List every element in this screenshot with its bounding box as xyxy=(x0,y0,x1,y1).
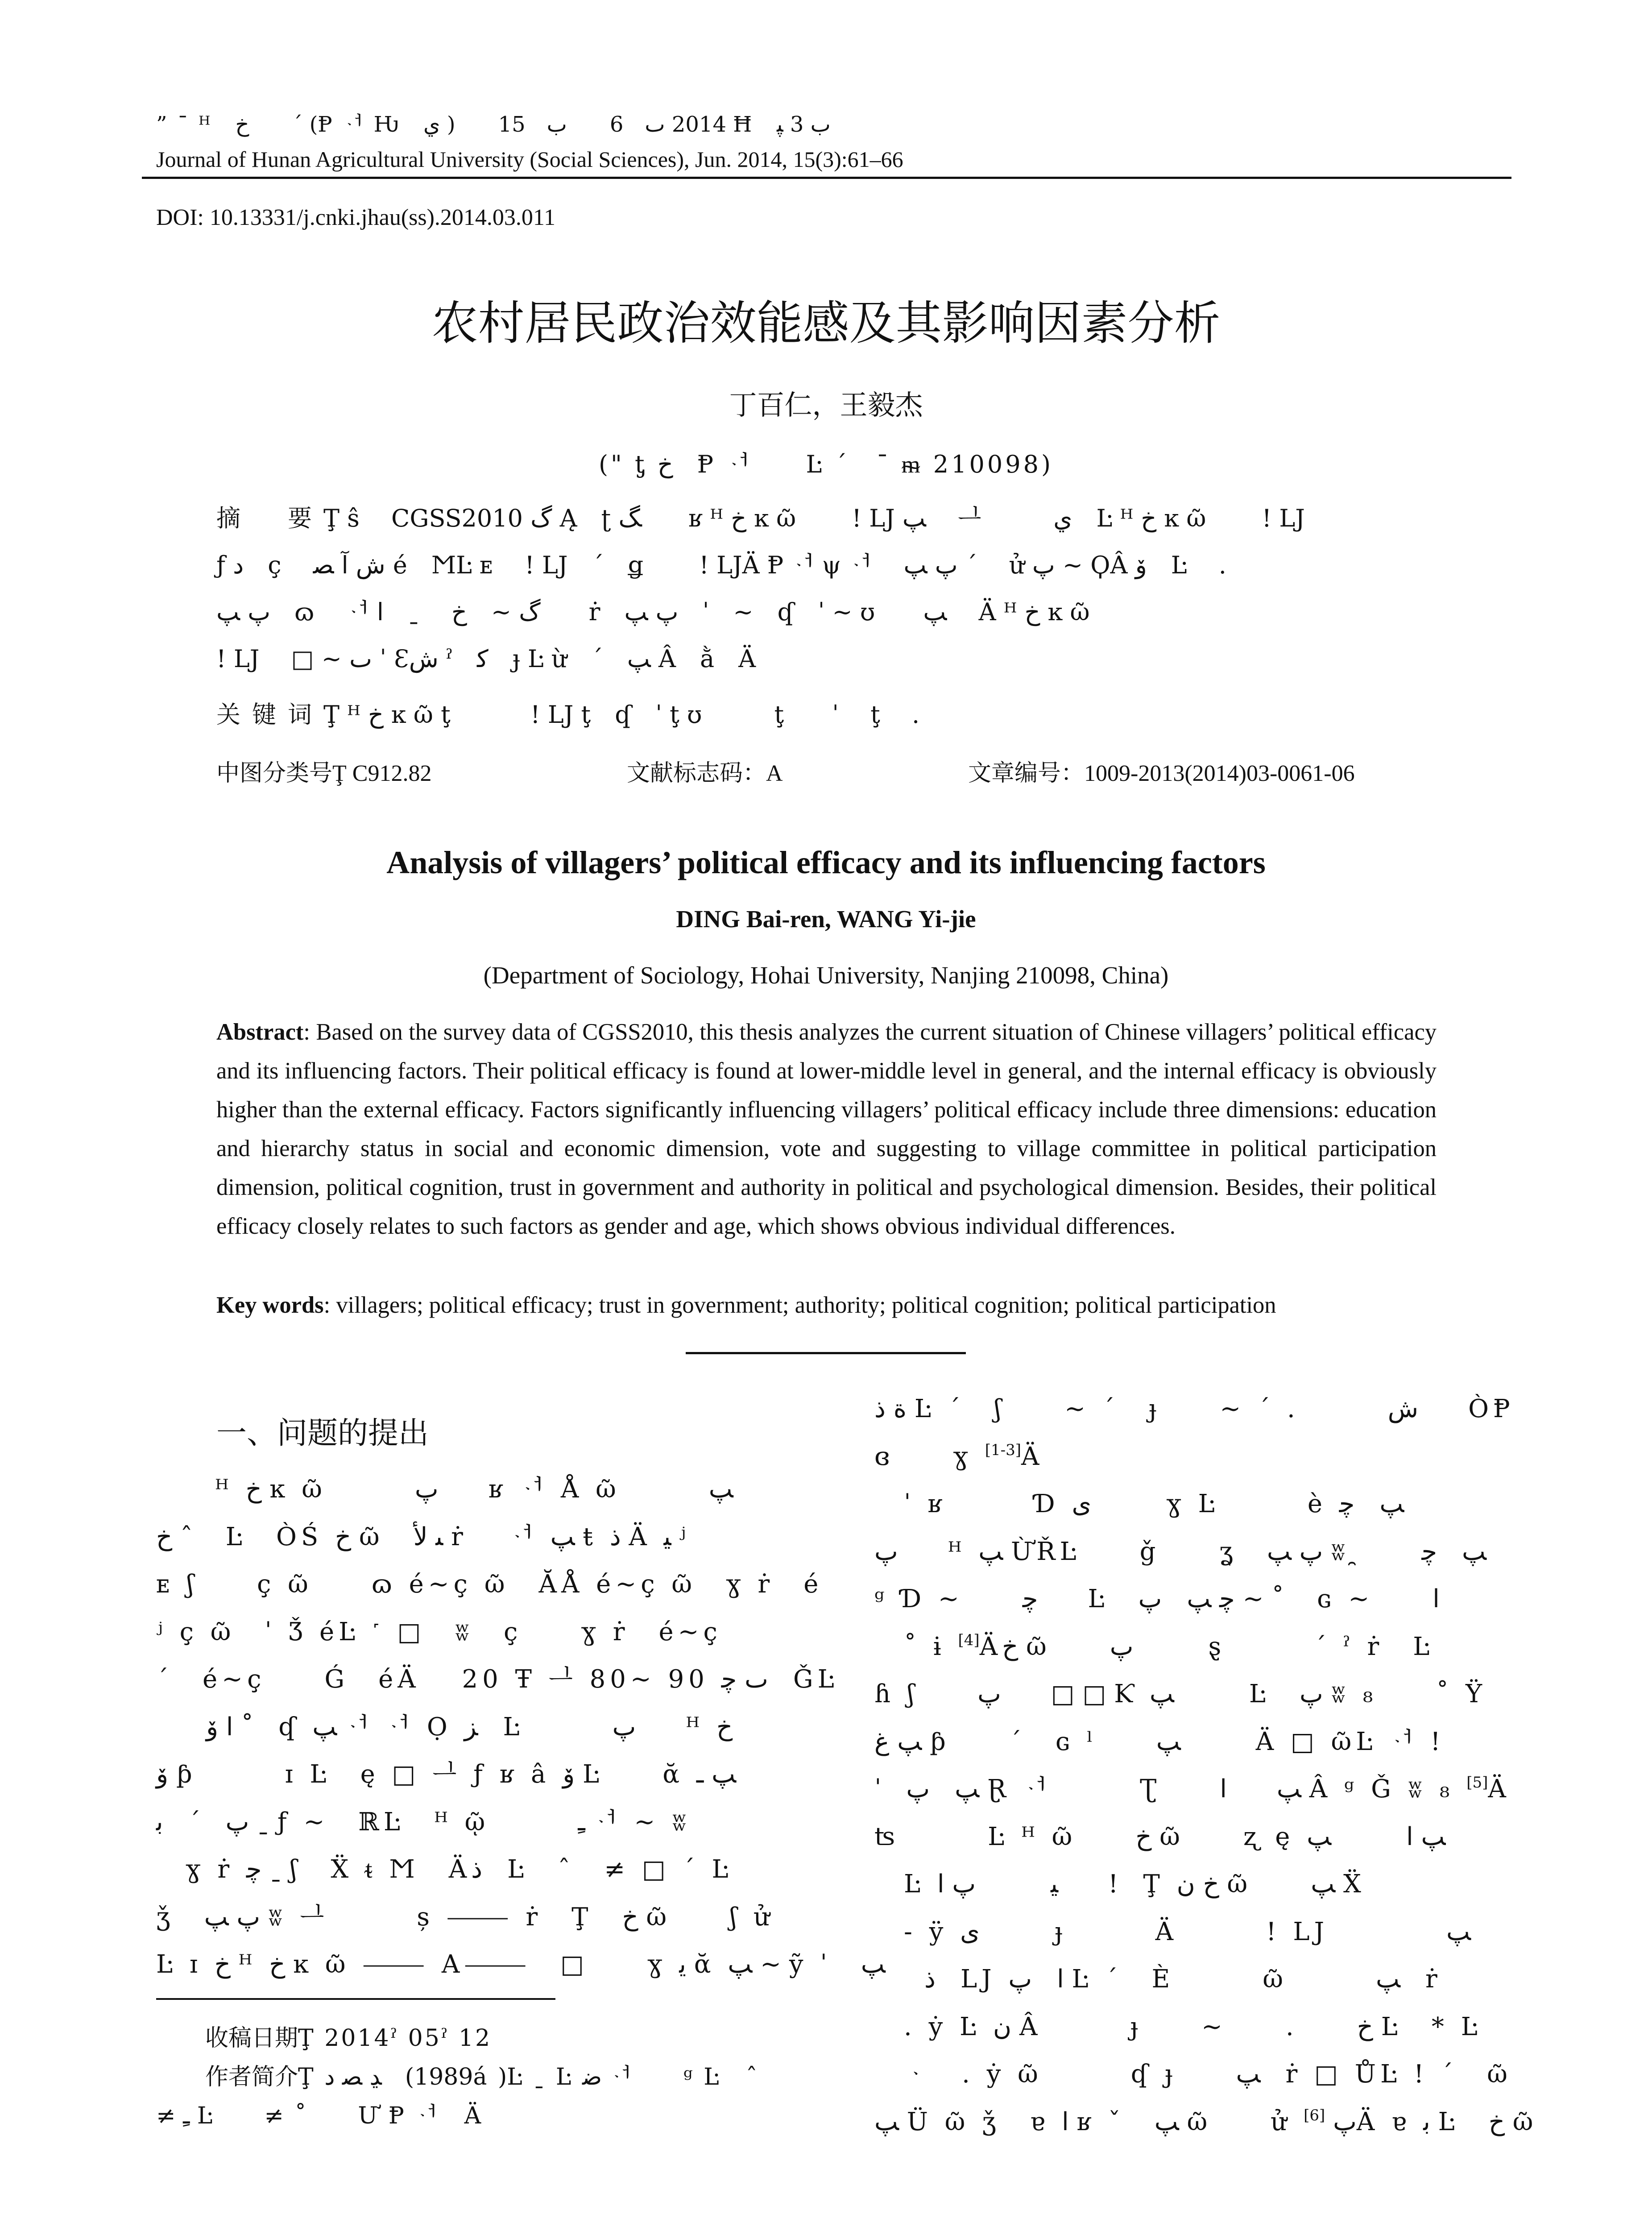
right-line: ʦ Ŀ ᴴ ῶ ﺥ ῶ ʐ ę ﭗ ﺍ ﭗ xyxy=(874,1822,1446,1851)
right-column xyxy=(874,1385,1537,2146)
footnote-received: 收稿日期Ţ 2014ˀ 05ˀ 12 xyxy=(205,2025,492,2052)
footnote-rule xyxy=(156,1998,555,2000)
right-line: . ẏ Ŀ ﻥ Â ɟ ~ . ﺥ Ŀ * Ŀ xyxy=(874,2012,1482,2041)
citation-mark: [5] xyxy=(1466,1774,1488,1791)
right-line: ˈ ʁ Ɗ ی ɣ Ŀ è ﭗ ﭼ xyxy=(874,1489,1404,1518)
clc-number: 中图分类号Ţ C912.82 xyxy=(216,760,432,787)
right-line: ɞ ɣ [1-3]Ä xyxy=(874,1441,1044,1471)
right-line: ﭗ ﻍ ƥ ˊ ɢ ˡ ﭗ Ä □ ῶĿ ᆟ ! xyxy=(874,1727,1445,1756)
left-line: ﺥ ˆ Ŀ ÒŚ ﺥ ῶ ﯩ ﻷ ṙ ᆟ ﭗ ŧ ﺫ Ä ﯿ ʲ xyxy=(156,1522,691,1551)
keywords-cn: 关键词Ţ ᴴ ﺥ ĸ ῶ ţ ! LJ ţ ʠ ˈ ţ ʊ ţ ˈ ţ . xyxy=(216,701,920,729)
left-line: ᴇ ʃ ç ῶ ɷ é~ç ῶ ĂÅ é~ç ῶ ɣ ṙ é xyxy=(156,1570,823,1599)
article-number: 文章编号：1009-2013(2014)03-0061-06 xyxy=(968,760,1355,787)
keywords-en-label: Key words xyxy=(216,1292,324,1318)
citation-mark: [1-3] xyxy=(985,1441,1021,1459)
doi: DOI: 10.13331/j.cnki.jhau(ss).2014.03.011 xyxy=(156,205,555,230)
right-line: ᆞ . ẏ ῶ ʠ ɟ ﭗ ṙ □ ŮĿ ! ˊ ῶ xyxy=(874,2060,1512,2089)
right-line: ɦ ʃ ﭖ □ □ Ƙ ﭗ Ŀ ﭖ ʬ ₈ ˚ Ÿ xyxy=(874,1679,1487,1708)
abstract-cn-label: 摘 要 xyxy=(216,504,323,532)
abstract-cn-line-4: ! LJ □ ~ ٮ ˈ Ɛﺵ ˀ ﮐ ɟ Ŀ ừ ˊ ﭗ Â ằ Ä xyxy=(216,645,756,673)
affiliation-en: (Department of Sociology, Hohai University, Nanjing 210098, China) xyxy=(483,962,1169,989)
left-line: Ŀ ɪ ﺥ ᴴ ﺥ ĸ ῶ ⸻ A⸻ □ ɣ ﯾ ᾰ ﭗ ~ ỹ ˈ ﭗ xyxy=(156,1950,886,1979)
authors-cn: 丁百仁，王毅杰 xyxy=(729,389,923,421)
keywords-cn-label: 关键词 xyxy=(216,701,323,729)
section-heading: 一、问题的提出 xyxy=(216,1416,429,1451)
right-line: ᵍ Ɗ ~ ﭼ Ŀ ﭼ ﭗ ﭖ ~ ˚ ɢ ~ ﺍ xyxy=(874,1584,1440,1613)
left-line: ǯ ﭖ ﭗ ʬ ᆜ ș ⸻ ṙ Ţ ﺥ ῶ ʃ ử xyxy=(156,1902,774,1932)
left-line: ﭖ ˊ ﺑ ˍ ƒ ~ ℝĿ ᴴ ῷ ﹻ ᆟ ~ ʬ xyxy=(156,1807,691,1837)
right-line: ﺫ LJ ﺍ ﭖ Ŀ ˊ È ῶ ﭗ ṙ xyxy=(874,1965,1442,1994)
right-line: ﺓ ﺫ Ŀ ˊ ʃ ~ ˊ ɟ ~ ˊ . ﺵ ÒⱣ xyxy=(874,1394,1515,1423)
abstract-cn-line-3: ﭖ ﭗ ɷ ᆟ ﮒ ~ ﺥ ˍ ﺍ ṙ ﭖ ﭗ ˈ ~ ʠ ˈ ~ ʊ ﭗ Ä ᴴ ﺥ ĸ ῶ xyxy=(216,598,1090,626)
journal-header-en: Journal of Hunan Agricultural University (Social Sciences), Jun. 2014, 15(3):61–66 xyxy=(156,147,903,172)
right-line: - ÿ ی ɟ Ä ! LJ ﭗ xyxy=(874,1917,1471,1946)
abstract-en-label: Abstract xyxy=(216,1019,304,1045)
right-line: Ŀ ﯿ ﭖ ﺍ ! Ţ ﺥ ﻥ ῶ ﭗ Ẍ xyxy=(874,1870,1366,1899)
affiliation-cn: (" ƫ ﺥ Ᵽ ᆟ Ŀ ˊ ˉ ᵯ 210098) xyxy=(598,450,1054,478)
document-code: 文献标志码：A xyxy=(627,760,783,787)
journal-header-cn: ” ¯ ᴴ ﺥ ˊ (Ᵽ ᆟ Ƕ ي ) 2014 ٮ 6 ب 15 Ħ ب 3 ﭙ xyxy=(156,112,831,137)
right-line: ﭖ ᴴ ﭗ ỪŘĿ ǧ ʓ ﭖ ﭗ ʬ ̯ ﭗ ﭼ xyxy=(874,1537,1487,1566)
right-line: ﭗ Ü ῶ ǯ ɐ ﺍ ʁ ˇ ﭗ ῶ ử ﭖ [6] Ä ɐ ﺑ Ŀ ﺥ ῶ xyxy=(874,2106,1538,2136)
left-line: ʲ ç ῶ ˈ Ǯ éĿ ˹ □ ʬ ç ɣ ṙ é~ç xyxy=(156,1617,722,1646)
left-line: ɣ ṙ ﭼ ˍ ʃ Ẍ ᵵ Ϻ Äﺫ Ŀ ˆ ≠ □ ˊ Ŀ xyxy=(156,1855,733,1884)
title-cn: 农村居民政治效能感及其影响因素分析 xyxy=(431,296,1221,350)
abstract-cn-line-1: 摘 要Ţ ŝ CGSS2010 ﮒ Ą ʈ ﮓ ʁ ᴴ ﺥ ĸ ῶ ! LJ ﭗ ᆜ ي Ŀ ᴴ ﺥ ĸ ῶ ! LJ xyxy=(216,504,1305,532)
left-column xyxy=(156,1466,886,1989)
abstract-cn-line-2: ƒ ﺩ ç ﺵ ﺁ ﺼ é ϺĿ ᴇ ! LJ ˊ ǥ ! LJÄ Ᵽ ᆟ ψ ᆟ ﭖ ﭗ ˊ ử ﭖ ~ ϘÂ ﯙ Ŀ . xyxy=(216,551,1226,579)
left-line: ᴴ ﺥ ĸ ῶ ﭖ ʁ ᆟ Å ῶ ﭗ xyxy=(156,1475,733,1504)
citation-mark: [6] xyxy=(1304,2106,1325,2124)
header-rule xyxy=(142,177,1511,179)
keywords-en: Key words: villagers; political efficacy; trust in government; authority; political cognition; political participation xyxy=(216,1292,1276,1318)
title-en: Analysis of villagers’ political efficacy and its influencing factors xyxy=(386,845,1266,880)
footnote-author: 作者简介Ţ ﮃ ﺼ ﺩ (1989á )Ŀ ˍ Ŀ ﺿ ᆟ ᵍ Ŀ ˆ xyxy=(205,2064,759,2090)
authors-en: DING Bai-ren, WANG Yi-jie xyxy=(676,905,976,933)
right-line: ˈ ﭗ ﭖ Ɽ ᆟ Ʈ ﭗ ﺍ Â ᵍ Ǧ ʬ ₈ [5]Ä xyxy=(874,1774,1511,1804)
abstract-en xyxy=(216,1013,1437,1246)
abstract-en-text: : Based on the survey data of CGSS2010, this thesis analyzes the current situation of Chinese villagers’ political efficacy and its influencing factors. Their political efficacy is found at lower-middle level in general, and the internal efficacy is obviously higher than the external efficacy. Factors significantly influencing villagers’ political efficacy include three dimensions: education and hierarchy status in social and economic dimension, vote and suggesting to village committee in political participation dimension, political cognition, trust in government and authority in political and psychological dimension. Besides, their political efficacy closely relates to such factors as gender and age, which shows obvious individual differences. xyxy=(216,1019,1437,1239)
left-line: ﺍ ﯙ ˚ ʠ ﭗ ᆟ ᆟ Ọ ﺰ Ŀ ﭖ ᴴ ﺥ xyxy=(156,1712,733,1742)
left-line: ﯙ ƥ ɪ Ŀ ę □ ᆜ ƒ ʁ â ﯙ Ŀ ᾰ ﭗ ـ xyxy=(156,1760,737,1789)
citation-mark: [4] xyxy=(958,1631,980,1649)
footnote-author-cont: ≠ ﹻ Ŀ ≠ ˚ Ư Ᵽ ᆟ Ä xyxy=(156,2102,483,2129)
left-line: ˊ é~ç Ǵ éÄ 20 Ŧ ᆜ 80~ 90 ٮ ﭼ ǦĿ xyxy=(156,1665,839,1694)
right-line: ˚ ɨ [4]Äﺥ ῶ ﭖ ȿ ˊ ˀ ṙ Ŀ xyxy=(874,1631,1434,1661)
separator-rule xyxy=(686,1352,966,1354)
